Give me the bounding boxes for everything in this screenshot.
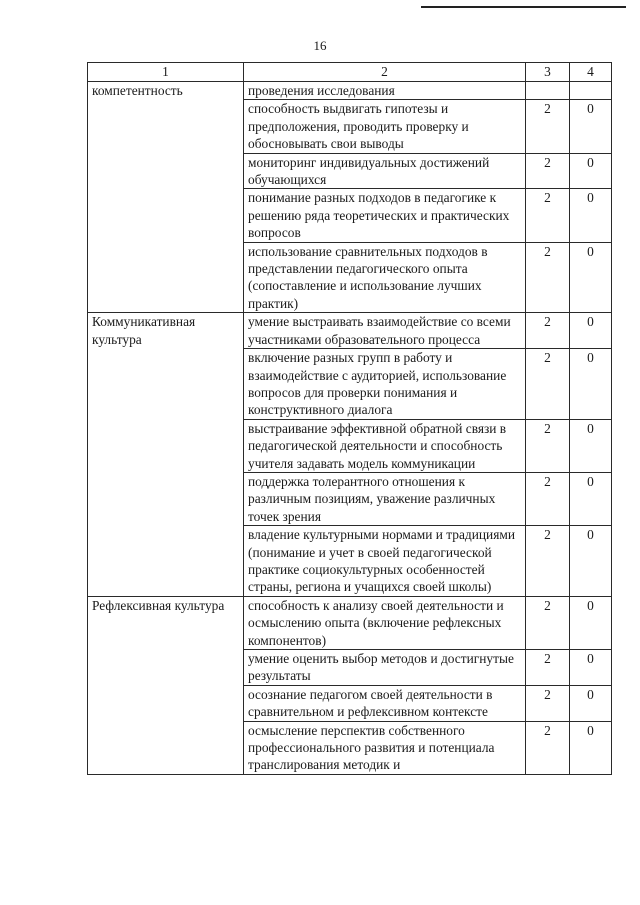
indicator-text: выстраивание эффективной обратной связи в педагогической деятельности и способность учителя задавать модель коммуникации [244,419,526,472]
table-row [88,313,612,349]
score-col4: 0 [570,100,612,153]
group-competence-name: компетентность [88,82,244,313]
indicator-text: включение разных групп в работу и взаимодействие с аудиторией, использование вопросов для проверки понимания и конструктивного диалога [244,349,526,420]
score-col4: 0 [570,189,612,242]
score-col4 [570,82,612,100]
score-col3: 2 [526,189,570,242]
score-col3: 2 [526,419,570,472]
score-col3: 2 [526,153,570,189]
score-col3: 2 [526,526,570,597]
indicator-text: поддержка толерантного отношения к различным позициям, уважение различных точек зрения [244,472,526,525]
indicator-text: проведения исследования [244,82,526,100]
header-row [88,63,612,82]
group-reflexive-name: Рефлексивная культура [88,596,244,774]
indicator-text: понимание разных подходов в педагогике к решению ряда теоретических и практических вопросов [244,189,526,242]
indicator-text: мониторинг индивидуальных достижений обучающихся [244,153,526,189]
score-col3 [526,82,570,100]
page-number: 16 [313,38,327,53]
score-col4: 0 [570,596,612,649]
indicator-text: умение выстраивать взаимодействие со всеми участниками образовательного процесса [244,313,526,349]
indicator-text: осмысление перспектив собственного профессионального развития и потенциала транслирования методик и [244,721,526,774]
indicator-text: владение культурными нормами и традициями (понимание и учет в своей педагогической практике социокультурных особенностей страны, региона и учащихся своей школы) [244,526,526,597]
score-col4: 0 [570,313,612,349]
column-header-3: 3 [526,63,570,82]
score-col3: 2 [526,100,570,153]
indicator-text: способность к анализу своей деятельности и осмыслению опыта (включение рефлексных компонентов) [244,596,526,649]
column-header-2: 2 [244,63,526,82]
score-col3: 2 [526,596,570,649]
column-header-4: 4 [570,63,612,82]
group-communicative-name: Коммуникативная культура [88,313,244,597]
score-col3: 2 [526,650,570,686]
competency-table [87,62,612,775]
score-col3: 2 [526,349,570,420]
score-col4: 0 [570,472,612,525]
indicator-text: способность выдвигать гипотезы и предположения, проводить проверку и обосновывать свои выводы [244,100,526,153]
top-rule [421,6,626,8]
score-col4: 0 [570,242,612,313]
score-col3: 2 [526,313,570,349]
indicator-text: умение оценить выбор методов и достигнутые результаты [244,650,526,686]
score-col3: 2 [526,721,570,774]
column-header-1: 1 [88,63,244,82]
score-col4: 0 [570,650,612,686]
score-col4: 0 [570,721,612,774]
table-row [88,596,612,649]
score-col4: 0 [570,153,612,189]
score-col3: 2 [526,242,570,313]
indicator-text: осознание педагогом своей деятельности в сравнительном и рефлексивном контексте [244,685,526,721]
table-row [88,82,612,100]
indicator-text: использование сравнительных подходов в представлении педагогического опыта (сопоставление и использование лучших практик) [244,242,526,313]
score-col4: 0 [570,526,612,597]
score-col4: 0 [570,685,612,721]
score-col4: 0 [570,349,612,420]
score-col4: 0 [570,419,612,472]
score-col3: 2 [526,685,570,721]
score-col3: 2 [526,472,570,525]
